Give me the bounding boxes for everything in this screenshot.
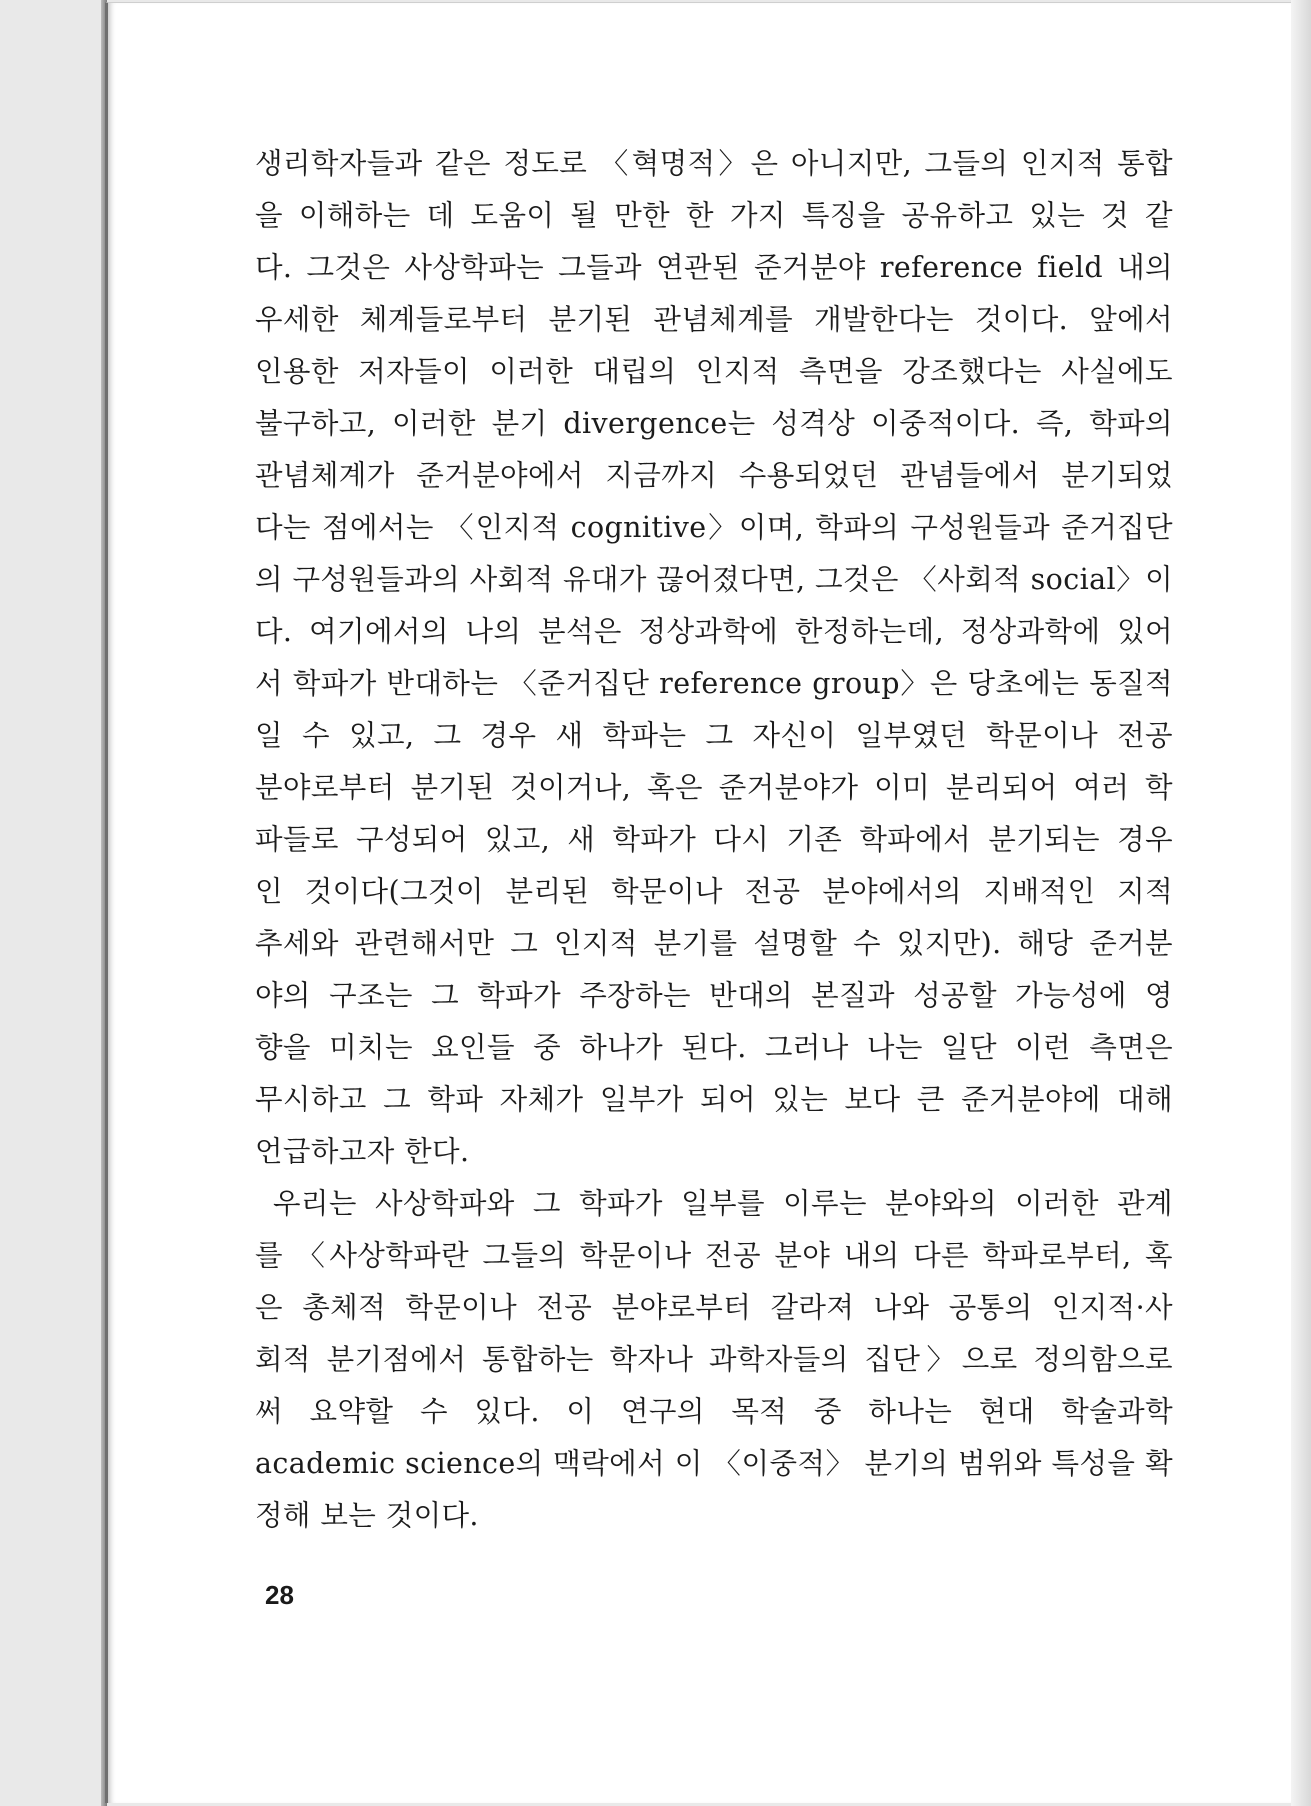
text-line: 인 것이다(그것이 분리된 학문이나 전공 분야에서의 지배적인 지적 xyxy=(255,875,1173,908)
text-line: 관념체계가 준거분야에서 지금까지 수용되었던 관념들에서 분기되었 xyxy=(255,459,1173,492)
text-line: 우세한 체계들로부터 분기된 관념체계를 개발한다는 것이다. 앞에서 xyxy=(255,303,1173,336)
text-line: academic science의 맥락에서 이 〈이중적〉 분기의 범위와 특성을 확 xyxy=(255,1447,1173,1480)
text-line: 파들로 구성되어 있고, 새 학파가 다시 기존 학파에서 분기되는 경우 xyxy=(255,823,1173,856)
page-body-text xyxy=(255,138,1173,1542)
text-line: 다. 그것은 사상학파는 그들과 연관된 준거분야 reference field 내의 xyxy=(255,251,1173,284)
text-line: 일 수 있고, 그 경우 새 학파는 그 자신이 일부였던 학문이나 전공 xyxy=(255,719,1173,752)
text-line: 언급하고자 한다. xyxy=(255,1135,470,1168)
text-line: 불구하고, 이러한 분기 divergence는 성격상 이중적이다. 즉, 학파의 xyxy=(255,407,1173,440)
text-line: 을 이해하는 데 도움이 될 만한 한 가지 특징을 공유하고 있는 것 같 xyxy=(255,199,1173,232)
paragraph-2 xyxy=(255,1178,1173,1542)
text-line: 향을 미치는 요인들 중 하나가 된다. 그러나 나는 일단 이런 측면은 xyxy=(255,1031,1173,1064)
page-right-edge xyxy=(1291,0,1311,1806)
text-line: 추세와 관련해서만 그 인지적 분기를 설명할 수 있지만). 해당 준거분 xyxy=(255,927,1173,960)
text-line: 회적 분기점에서 통합하는 학자나 과학자들의 집단〉으로 정의함으로 xyxy=(255,1343,1173,1376)
text-line: 인용한 저자들이 이러한 대립의 인지적 측면을 강조했다는 사실에도 xyxy=(255,355,1173,388)
paragraph-1 xyxy=(255,138,1173,1178)
text-line: 다. 여기에서의 나의 분석은 정상과학에 한정하는데, 정상과학에 있어 xyxy=(255,615,1173,648)
text-line: 를 〈사상학파란 그들의 학문이나 전공 분야 내의 다른 학파로부터, 혹 xyxy=(255,1239,1173,1272)
text-line: 다는 점에서는 〈인지적 cognitive〉이며, 학파의 구성원들과 준거집단 xyxy=(255,511,1173,544)
text-line: 써 요약할 수 있다. 이 연구의 목적 중 하나는 현대 학술과학 xyxy=(255,1395,1173,1428)
text-line: 정해 보는 것이다. xyxy=(255,1499,479,1532)
text-line: 생리학자들과 같은 정도로 〈혁명적〉은 아니지만, 그들의 인지적 통합 xyxy=(255,147,1173,180)
text-line: 은 총체적 학문이나 전공 분야로부터 갈라져 나와 공통의 인지적·사 xyxy=(255,1291,1173,1324)
text-line: 의 구성원들과의 사회적 유대가 끊어졌다면, 그것은 〈사회적 social〉이 xyxy=(255,563,1173,596)
text-line: 야의 구조는 그 학파가 주장하는 반대의 본질과 성공할 가능성에 영 xyxy=(255,979,1173,1012)
text-line: 서 학파가 반대하는 〈준거집단 reference group〉은 당초에는 동질적 xyxy=(255,667,1173,700)
text-line: 분야로부터 분기된 것이거나, 혹은 준거분야가 이미 분리되어 여러 학 xyxy=(255,771,1173,804)
page-number: 28 xyxy=(265,1580,294,1610)
text-line: 우리는 사상학파와 그 학파가 일부를 이루는 분야와의 이러한 관계 xyxy=(273,1187,1173,1220)
text-line: 무시하고 그 학파 자체가 일부가 되어 있는 보다 큰 준거분야에 대해 xyxy=(255,1083,1173,1116)
